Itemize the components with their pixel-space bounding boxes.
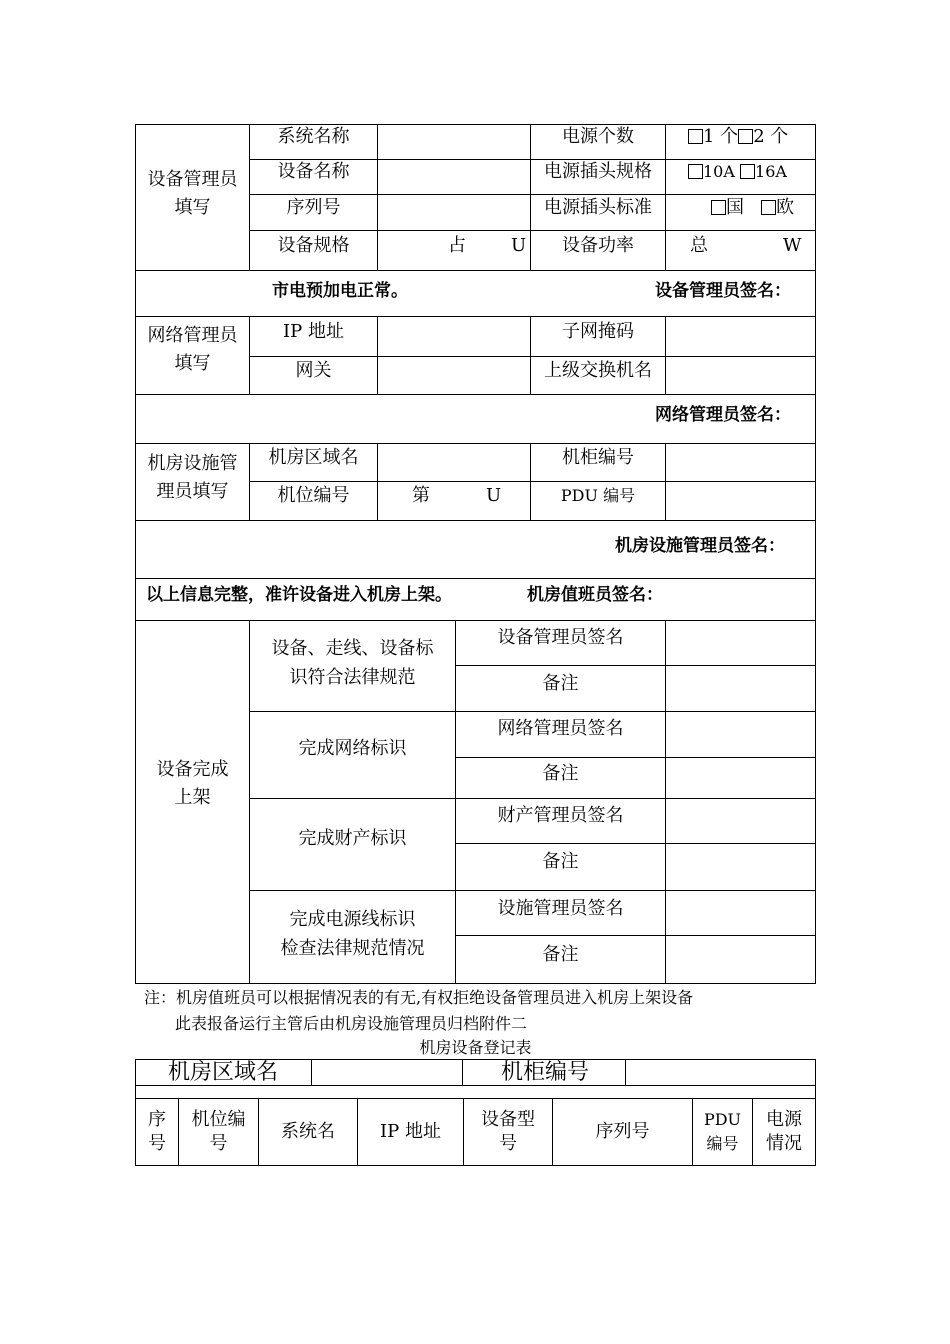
device-power-label: 设备功率 [562, 235, 634, 256]
item-network-label: 完成网络标识 [298, 738, 407, 759]
item-wiring-compliance: 设备、走线、设备标 识符合法律规范 [271, 638, 434, 688]
power-count-label: 电源个数 [562, 126, 634, 147]
col-serial: 序列号 [595, 1121, 650, 1142]
admin-section-label: 设备管理员 填写 [147, 169, 238, 218]
checkbox-10a[interactable] [688, 164, 703, 179]
item2-sign-label: 网络管理员签名 [497, 718, 624, 739]
col-model: 设备型 号 [481, 1109, 535, 1154]
facility-section-label: 机房设施管 理员填写 [147, 453, 238, 502]
device-admin-signature: 设备管理员签名： [655, 281, 791, 301]
col-pdu: PDU 编号 [703, 1110, 742, 1153]
cabinet-label: 机柜编号 [562, 447, 634, 468]
checkbox-ou[interactable] [761, 200, 776, 215]
item1-sign-label: 设备管理员签名 [497, 627, 624, 648]
checkbox-16a[interactable] [740, 164, 755, 179]
plug-standard-options [711, 197, 794, 219]
col-power: 电源 情况 [766, 1109, 802, 1154]
item-asset-label: 完成财产标识 [298, 828, 407, 849]
power-count-options [688, 126, 788, 148]
slot-label: 机位编号 [277, 485, 350, 506]
rack-units-prefix: 占 [448, 235, 466, 256]
col-ip: IP 地址 [380, 1121, 441, 1142]
option-ou-label: 欧 [776, 197, 795, 218]
form2-area-label: 机房区域名 [168, 1060, 279, 1085]
upstream-switch-label: 上级交换机名 [544, 360, 652, 381]
item3-sign-label: 财产管理员签名 [497, 805, 624, 826]
power-ok-text: 市电预加电正常。 [272, 281, 408, 301]
checkbox-guo[interactable] [711, 200, 726, 215]
subnet-label: 子网掩码 [562, 321, 634, 342]
power-total-prefix: 总 [690, 235, 708, 256]
note-line-2: 此表报备运行主管后由机房设施管理员归档附件二 [175, 1014, 528, 1033]
item4-remark-label: 备注 [542, 944, 579, 965]
col-system: 系统名 [281, 1121, 335, 1142]
checkbox-1[interactable] [688, 129, 703, 144]
approval-text: 以上信息完整，准许设备进入机房上架。 [146, 585, 452, 605]
item3-remark-label: 备注 [542, 851, 579, 872]
slot-suffix: U [486, 485, 502, 506]
network-admin-signature: 网络管理员签名： [655, 405, 791, 425]
item2-remark-label: 备注 [542, 763, 579, 784]
option-16a-label: 16A [755, 162, 787, 181]
item-power-cable-label: 完成电源线标识 检查法律规范情况 [280, 909, 425, 959]
rack-units-suffix: U [511, 235, 527, 256]
item1-remark-label: 备注 [542, 673, 579, 694]
col-index: 序 号 [148, 1109, 166, 1154]
completion-section-label: 设备完成 上架 [156, 759, 229, 808]
slot-prefix: 第 [412, 485, 430, 506]
device-name-label: 设备名称 [277, 161, 350, 182]
network-section-label: 网络管理员 填写 [147, 325, 238, 374]
facility-admin-signature: 机房设施管理员签名： [615, 536, 785, 556]
ip-label: IP 地址 [283, 321, 344, 342]
plug-standard-label: 电源插头标准 [544, 197, 652, 218]
device-spec-label: 设备规格 [277, 235, 350, 256]
pdu-label: PDU 编号 [560, 486, 636, 505]
col-slot: 机位编 号 [191, 1109, 246, 1154]
serial-label: 序列号 [286, 197, 341, 218]
plug-spec-options [688, 161, 787, 183]
note-line-1: 注：机房值班员可以根据情况表的有无,有权拒绝设备管理员进入机房上架设备 [144, 988, 694, 1007]
plug-spec-label: 电源插头规格 [544, 161, 652, 182]
form2-cabinet-label: 机柜编号 [501, 1060, 590, 1085]
gateway-label: 网关 [295, 360, 332, 381]
area-label: 机房区域名 [268, 447, 359, 468]
system-name-label: 系统名称 [277, 126, 350, 147]
option-10a-label: 10A [703, 162, 735, 181]
item4-sign-label: 设施管理员签名 [497, 898, 624, 919]
checkbox-2[interactable] [738, 129, 753, 144]
form2-title: 机房设备登记表 [419, 1038, 532, 1057]
option-guo-label: 国 [726, 197, 744, 218]
duty-officer-signature: 机房值班员签名： [527, 585, 663, 605]
option-2-label: 2 个 [753, 126, 789, 147]
option-1-label: 1 个 [703, 126, 739, 147]
power-watt-suffix: W [783, 235, 802, 256]
